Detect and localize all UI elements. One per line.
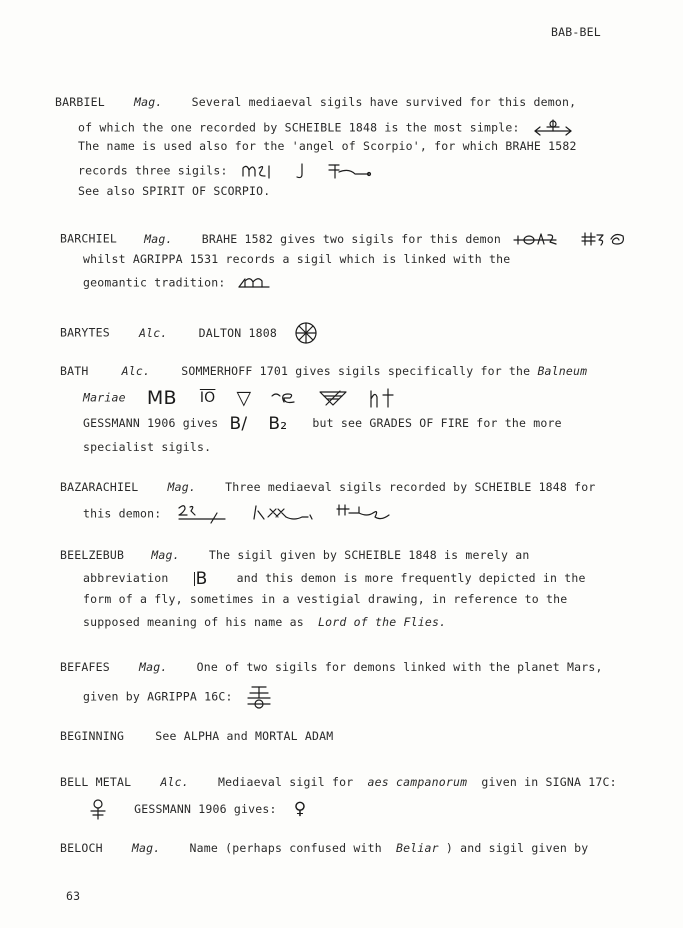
entry-text: DALTON 1808 bbox=[198, 325, 277, 340]
gessmann-sigil-2: B₂ bbox=[268, 413, 288, 434]
barytes-circle-sigil bbox=[294, 321, 318, 345]
entry-text: SOMMERHOFF 1701 gives sigils specifically for the bbox=[181, 364, 531, 378]
beelzebub-sigil: B bbox=[195, 568, 208, 589]
entry-tag: Alc. bbox=[121, 364, 151, 378]
barbiel-arrow-sigil bbox=[533, 117, 573, 139]
entry-text-italic: Balneum bbox=[537, 364, 588, 378]
entry-barbiel-line-3: The name is used also for the 'angel of Scorpio', for which BRAHE 1582 bbox=[78, 139, 577, 153]
entry-headword: BEGINNING bbox=[60, 729, 125, 743]
entry-bazarachiel-line-2 bbox=[83, 503, 391, 525]
bazarachiel-sigil-1 bbox=[177, 503, 229, 525]
barchiel-sigil-2 bbox=[581, 230, 625, 248]
entry-tag: Mag. bbox=[167, 480, 196, 494]
entry-tag: Mag. bbox=[139, 660, 168, 674]
entry-text: Three mediaeval sigils recorded by SCHEIBLE 1848 for bbox=[225, 480, 596, 494]
entry-tag: Mag. bbox=[131, 841, 161, 855]
entry-tag: Mag. bbox=[134, 95, 163, 109]
entry-barbiel-line-4 bbox=[78, 162, 373, 180]
entry-text: BRAHE 1582 gives two sigils for this demon bbox=[201, 231, 501, 246]
bath-triangle-lined-sigil bbox=[318, 389, 348, 407]
entry-text: Several mediaeval sigils have survived for this demon, bbox=[191, 95, 577, 109]
entry-headword: BELL METAL bbox=[60, 775, 132, 789]
entry-text-italic: Lord of the Flies. bbox=[317, 615, 447, 629]
entry-beelzebub-line-1 bbox=[60, 548, 529, 562]
entry-headword: BEELZEBUB bbox=[60, 548, 125, 562]
entry-beelzebub-line-4 bbox=[83, 615, 446, 629]
entry-text: Mediaeval sigil for bbox=[218, 775, 354, 789]
entry-text: but see GRADES OF FIRE for the more bbox=[312, 416, 562, 430]
entry-text: See ALPHA and MORTAL ADAM bbox=[155, 729, 334, 743]
entry-text-italic: aes campanorum bbox=[367, 775, 468, 789]
entry-text-italic: Beliar bbox=[395, 841, 439, 855]
entry-text: and this demon is more frequently depicted in the bbox=[236, 571, 586, 585]
entry-text: supposed meaning of his name as bbox=[83, 615, 304, 629]
scorpio-sigil-1 bbox=[241, 162, 273, 180]
entry-text: GESSMANN 1906 gives: bbox=[134, 801, 277, 816]
entry-befafes-line-1 bbox=[60, 660, 603, 674]
befafes-mars-sigil bbox=[246, 684, 272, 710]
entry-bath-line-4: specialist sigils. bbox=[83, 440, 212, 454]
entry-tag: Alc. bbox=[160, 775, 189, 789]
entry-tag: Alc. bbox=[139, 325, 168, 340]
gessmann-venus-sigil: ♀ bbox=[293, 799, 307, 819]
barchiel-sigil-1 bbox=[512, 230, 558, 248]
gessmann-sigil-1: B/ bbox=[229, 413, 248, 434]
entry-text: GESSMANN 1906 gives bbox=[83, 416, 219, 430]
geomantic-sigil bbox=[237, 275, 271, 291]
entry-text: ) and sigil given by bbox=[445, 841, 589, 855]
entry-beelzebub-line-2 bbox=[83, 568, 586, 589]
entry-text: The sigil given by SCHEIBLE 1848 is merely an bbox=[208, 548, 530, 562]
bath-wave-sigil bbox=[270, 390, 298, 406]
entry-barchiel-line-1 bbox=[60, 230, 625, 248]
entry-text: given in SIGNA 17C: bbox=[481, 775, 617, 789]
entry-bath-line-1 bbox=[60, 364, 587, 378]
entry-headword: BEFAFES bbox=[60, 660, 110, 674]
entry-headword: BARYTES bbox=[60, 325, 110, 340]
entry-text: records three sigils: bbox=[78, 163, 228, 178]
entry-text: given by AGRIPPA 16C: bbox=[83, 689, 233, 704]
entry-bellmetal-line-1 bbox=[60, 775, 617, 789]
entry-text-italic: Mariae bbox=[83, 390, 126, 405]
entry-headword: BARCHIEL bbox=[60, 231, 117, 246]
entry-beelzebub-line-3: form of a fly, sometimes in a vestigial drawing, in reference to the bbox=[83, 592, 568, 606]
entry-bath-line-3 bbox=[83, 413, 562, 434]
bazarachiel-sigil-3 bbox=[335, 503, 391, 525]
entry-text: abbreviation bbox=[83, 571, 169, 585]
entry-barbiel-line-2 bbox=[78, 117, 573, 139]
entry-headword: BELOCH bbox=[60, 841, 103, 855]
bell-metal-sigil bbox=[87, 798, 109, 820]
entry-barchiel-line-2: whilst AGRIPPA 1531 records a sigil which is linked with the bbox=[83, 252, 511, 266]
entry-bath-line-2 bbox=[83, 387, 395, 409]
entry-text: of which the one recorded by SCHEIBLE 1848 is the most simple: bbox=[78, 120, 520, 135]
entry-befafes-line-2 bbox=[83, 684, 272, 710]
entry-tag: Mag. bbox=[144, 231, 173, 246]
entry-tag: Mag. bbox=[151, 548, 180, 562]
entry-text: this demon: bbox=[83, 506, 162, 521]
entry-beloch-line-1 bbox=[60, 841, 588, 855]
bath-mb-sigil: MB bbox=[146, 387, 177, 409]
entry-headword: BAZARACHIEL bbox=[60, 480, 139, 494]
entry-beginning-line-1 bbox=[60, 729, 333, 743]
entry-text: Name (perhaps confused with bbox=[189, 841, 382, 855]
entry-barbiel-line-5: See also SPIRIT OF SCORPIO. bbox=[78, 184, 271, 198]
scorpio-sigil-3 bbox=[325, 162, 373, 180]
entry-text: geomantic tradition: bbox=[83, 275, 226, 290]
page-number: 63 bbox=[66, 889, 81, 903]
entry-barchiel-line-3 bbox=[83, 275, 271, 291]
bath-h-sigil bbox=[367, 387, 395, 409]
entry-text: One of two sigils for demons linked with the planet Mars, bbox=[196, 660, 603, 674]
scorpio-sigil-2 bbox=[292, 162, 308, 180]
entry-barytes-line-1 bbox=[60, 321, 318, 345]
entry-barbiel-line-1 bbox=[55, 95, 576, 109]
entry-bellmetal-line-2 bbox=[83, 798, 306, 820]
bath-triangle-sigil: ▽ bbox=[236, 387, 252, 409]
running-header: BAB-BEL bbox=[551, 25, 601, 39]
entry-bazarachiel-line-1 bbox=[60, 480, 596, 494]
bath-io-sigil: $\overline{IO}$ bbox=[199, 390, 216, 406]
bazarachiel-sigil-2 bbox=[252, 503, 316, 525]
entry-headword: BATH bbox=[60, 364, 89, 378]
entry-headword: BARBIEL bbox=[55, 95, 105, 109]
